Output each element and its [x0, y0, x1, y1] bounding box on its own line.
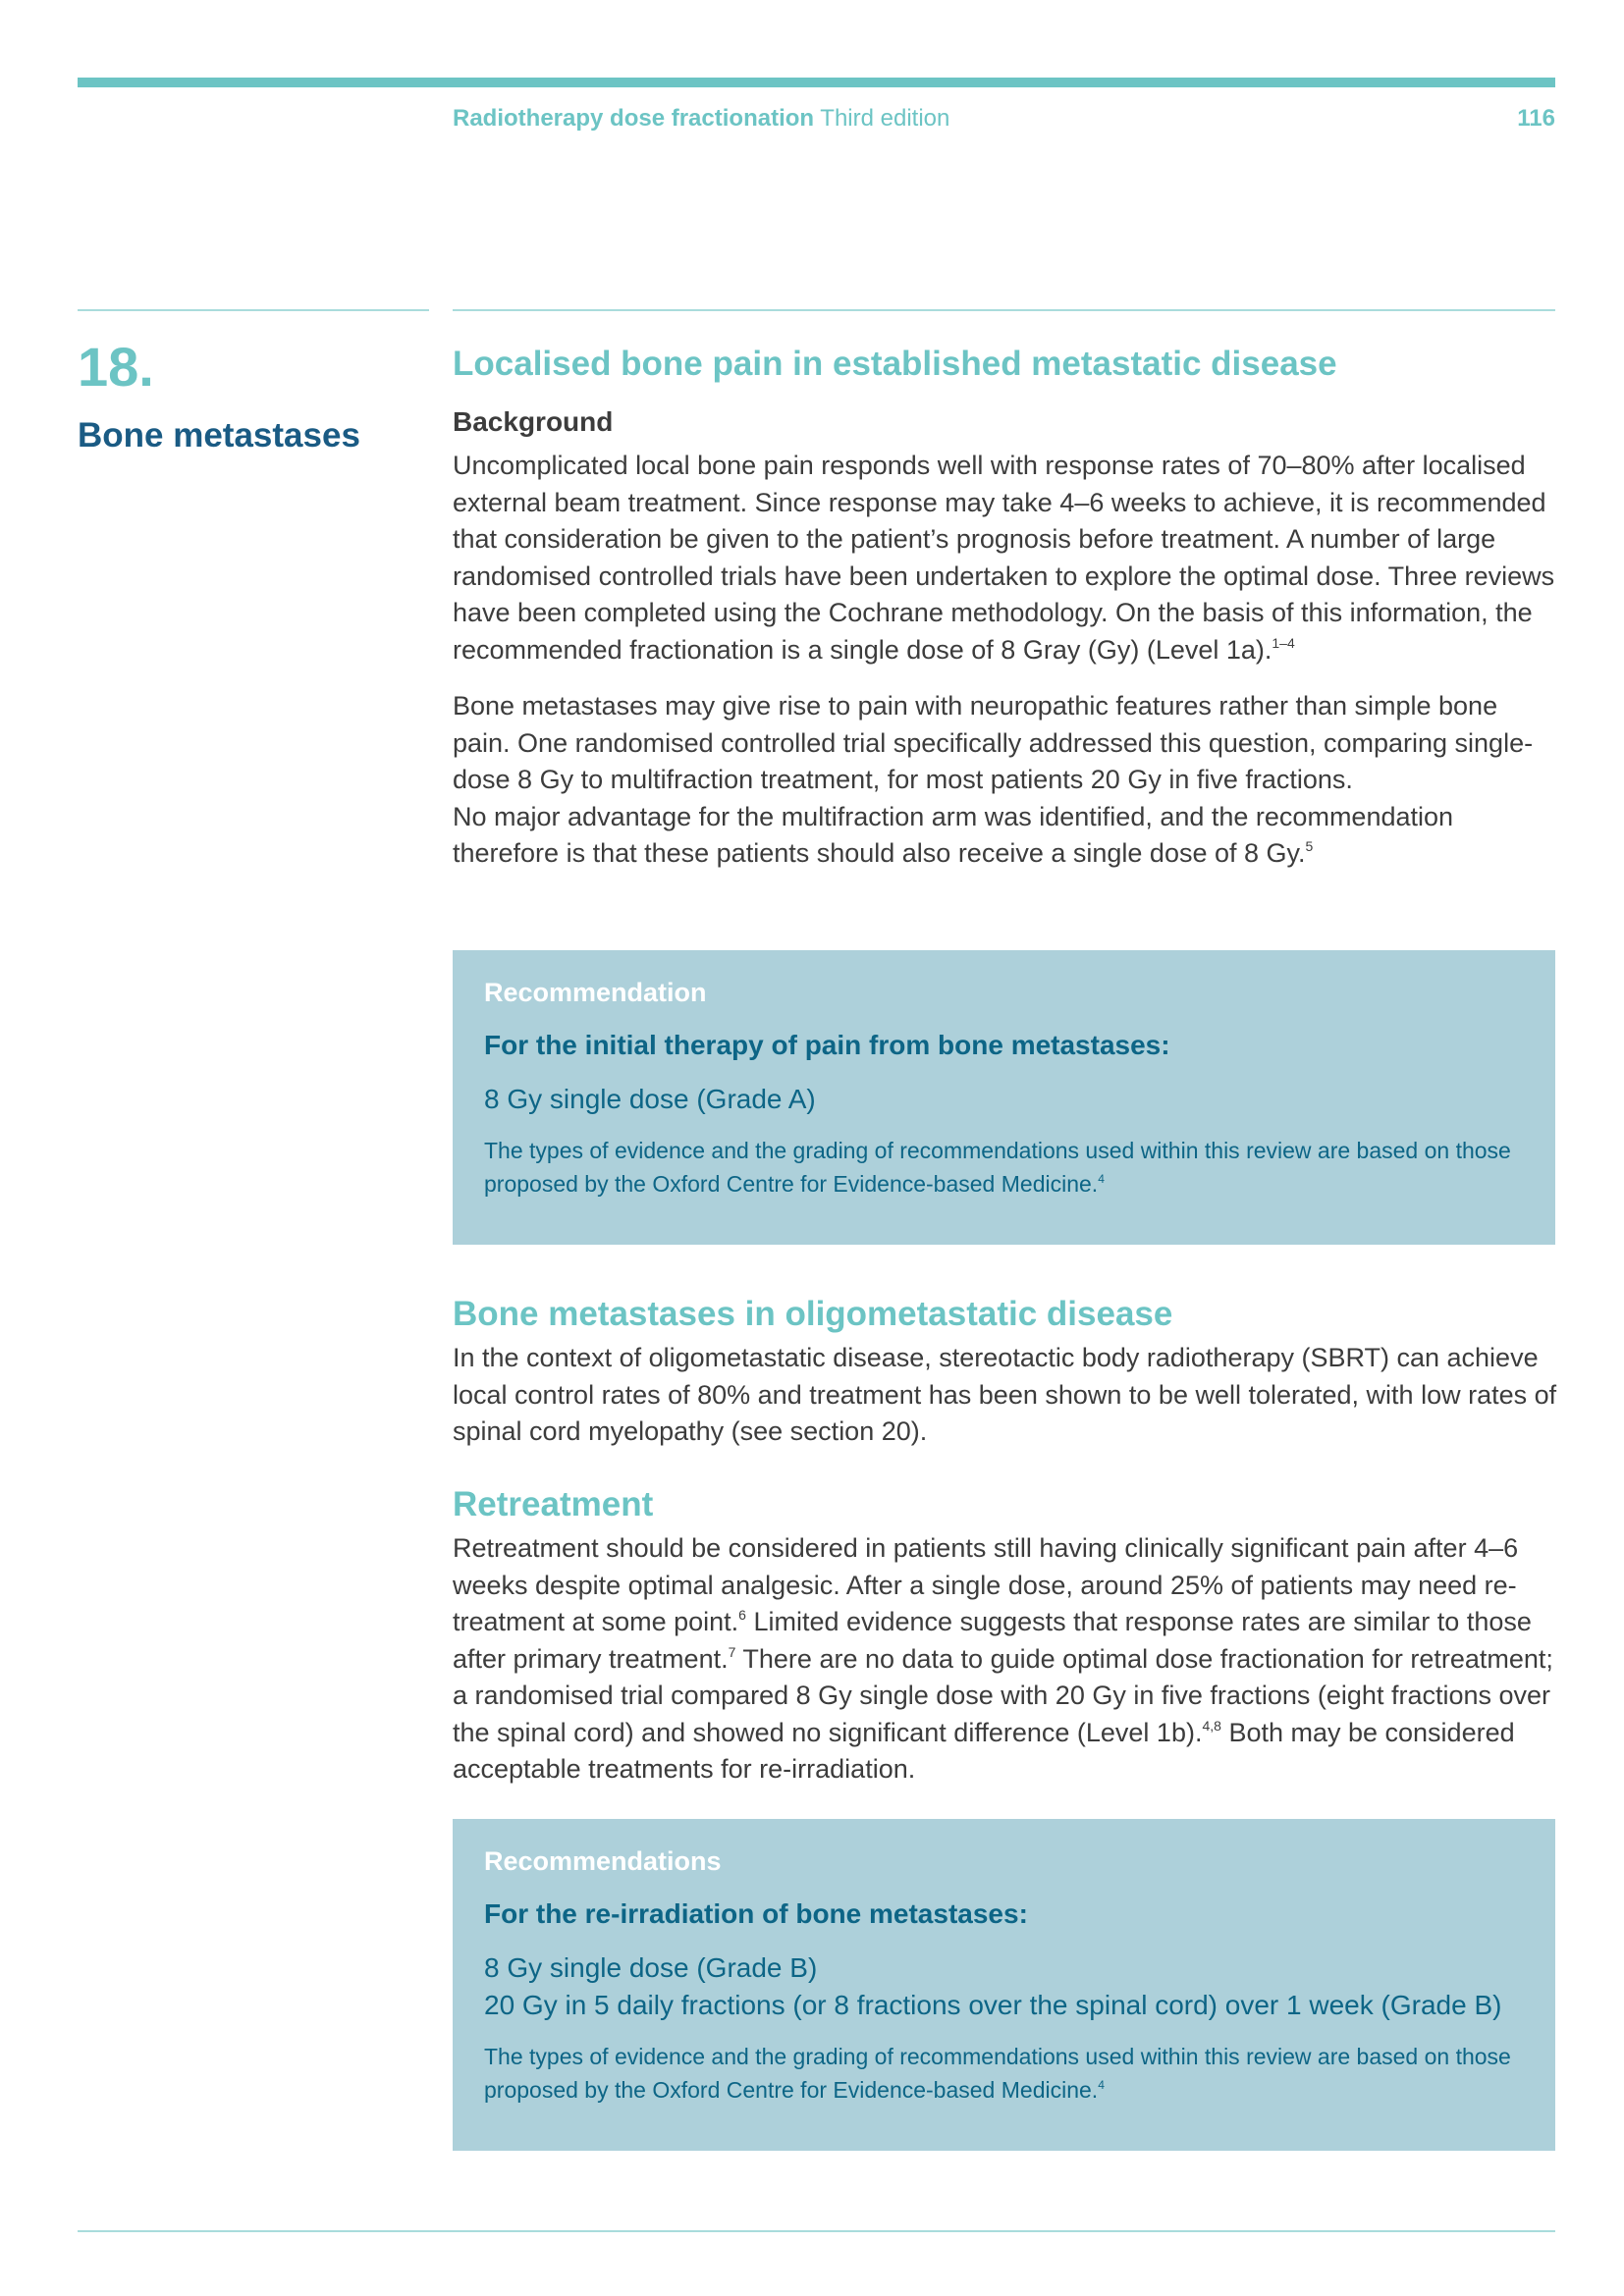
citation: 4 [1098, 2078, 1105, 2092]
page-number: 116 [1517, 105, 1555, 132]
footer-divider [78, 2230, 1555, 2232]
running-header [453, 105, 949, 133]
recommendations-label: Recommendations [484, 1846, 722, 1876]
recommendation-item: 8 Gy single dose (Grade B) [484, 1952, 818, 1983]
retreatment-paragraph: Retreatment should be considered in patients still having clinically significant pain after 4–6 weeks despite optimal analgesic. After a single dose, around 25% of patients may need re-treatment at some point.$^6$ Limited evidence suggests that response rates are similar to those after primary treatment.$^7$ There are no data to guide optimal dose fractionation for retreatment; a randomised trial compared 8 Gy single dose with 20 Gy in five fractions (eight fractions over the spinal cord) and showed no significant difference (Level 1b).$^{4,8}$ Both may be considered acceptable treatments for re-irradiation. [453, 1533, 1553, 1784]
recommendation-heading: For the initial therapy of pain from bone metastases: [484, 1030, 1170, 1060]
section-heading: Retreatment [453, 1485, 654, 1523]
chapter-title: Bone metastases [78, 416, 360, 454]
evidence-note: The types of evidence and the grading of recommendations used within this review are based on those proposed by the Oxford Centre for Evidence-based Medicine.$^4$ [484, 2044, 1511, 2103]
background-paragraph: Uncomplicated local bone pain responds well with response rates of 70–80% after localised external beam treatment. Since response may take 4–6 weeks to achieve, it is recommended that consideration be given to the patient’s prognosis before treatment. A number of large randomised controlled trials have been undertaken to explore the optimal dose. Three reviews have been completed using the Cochrane methodology. On the basis of this information, the recommended fractionation is a single dose of 8 Gray (Gy) (Level 1a).$^{1-4}$ [453, 451, 1555, 665]
citation: 1–4 [1272, 634, 1295, 651]
recommendation-label: Recommendation [484, 978, 707, 1007]
section-localised-bone-pain [453, 344, 1562, 873]
citation: 7 [728, 1643, 736, 1660]
neuropathic-paragraph: Bone metastases may give rise to pain with neuropathic features rather than simple bone pain. One randomised controlled trial specifically addressed this question, comparing single-dose 8 Gy to multifraction treatment, for most patients 20 Gy in five fractions. No major advantage for the multifraction arm was identified, and the recommendation therefore is that these patients should also receive a single dose of 8 Gy.$^5$ [453, 691, 1534, 869]
section-oligometastatic [453, 1294, 1562, 1451]
citation: 4 [1098, 1172, 1105, 1186]
section-heading: Bone metastases in oligometastatic disease [453, 1295, 1173, 1333]
section-heading: Localised bone pain in established metastatic disease [453, 345, 1337, 383]
recommendation-box [453, 950, 1555, 1245]
recommendation-item: 20 Gy in 5 daily fractions (or 8 fractions over the spinal cord) over 1 week (Grade B) [484, 1990, 1502, 2020]
recommendation-item: 8 Gy single dose (Grade A) [484, 1084, 816, 1114]
recommendations-heading: For the re-irradiation of bone metastases: [484, 1898, 1028, 1929]
background-subheading: Background [453, 406, 614, 437]
evidence-note: The types of evidence and the grading of recommendations used within this review are based on those proposed by the Oxford Centre for Evidence-based Medicine.$^4$ [484, 1138, 1511, 1197]
header-title-bold: Radiotherapy dose fractionation [453, 105, 815, 132]
oligometastatic-paragraph: In the context of oligometastatic disease, stereotactic body radiotherapy (SBRT) can achieve local control rates of 80% and treatment has been shown to be well tolerated, with low rates of spinal cord myelopathy (see section 20). [453, 1343, 1557, 1446]
header-bar [78, 78, 1555, 87]
divider-left [78, 309, 429, 311]
header-title-edition: Third edition [820, 105, 950, 132]
divider-right [453, 309, 1555, 311]
citation: 4,8 [1202, 1717, 1221, 1734]
section-retreatment [453, 1484, 1562, 1789]
citation: 6 [738, 1607, 746, 1623]
citation: 5 [1305, 838, 1314, 855]
chapter-number: 18. [78, 336, 154, 398]
recommendations-box [453, 1819, 1555, 2151]
